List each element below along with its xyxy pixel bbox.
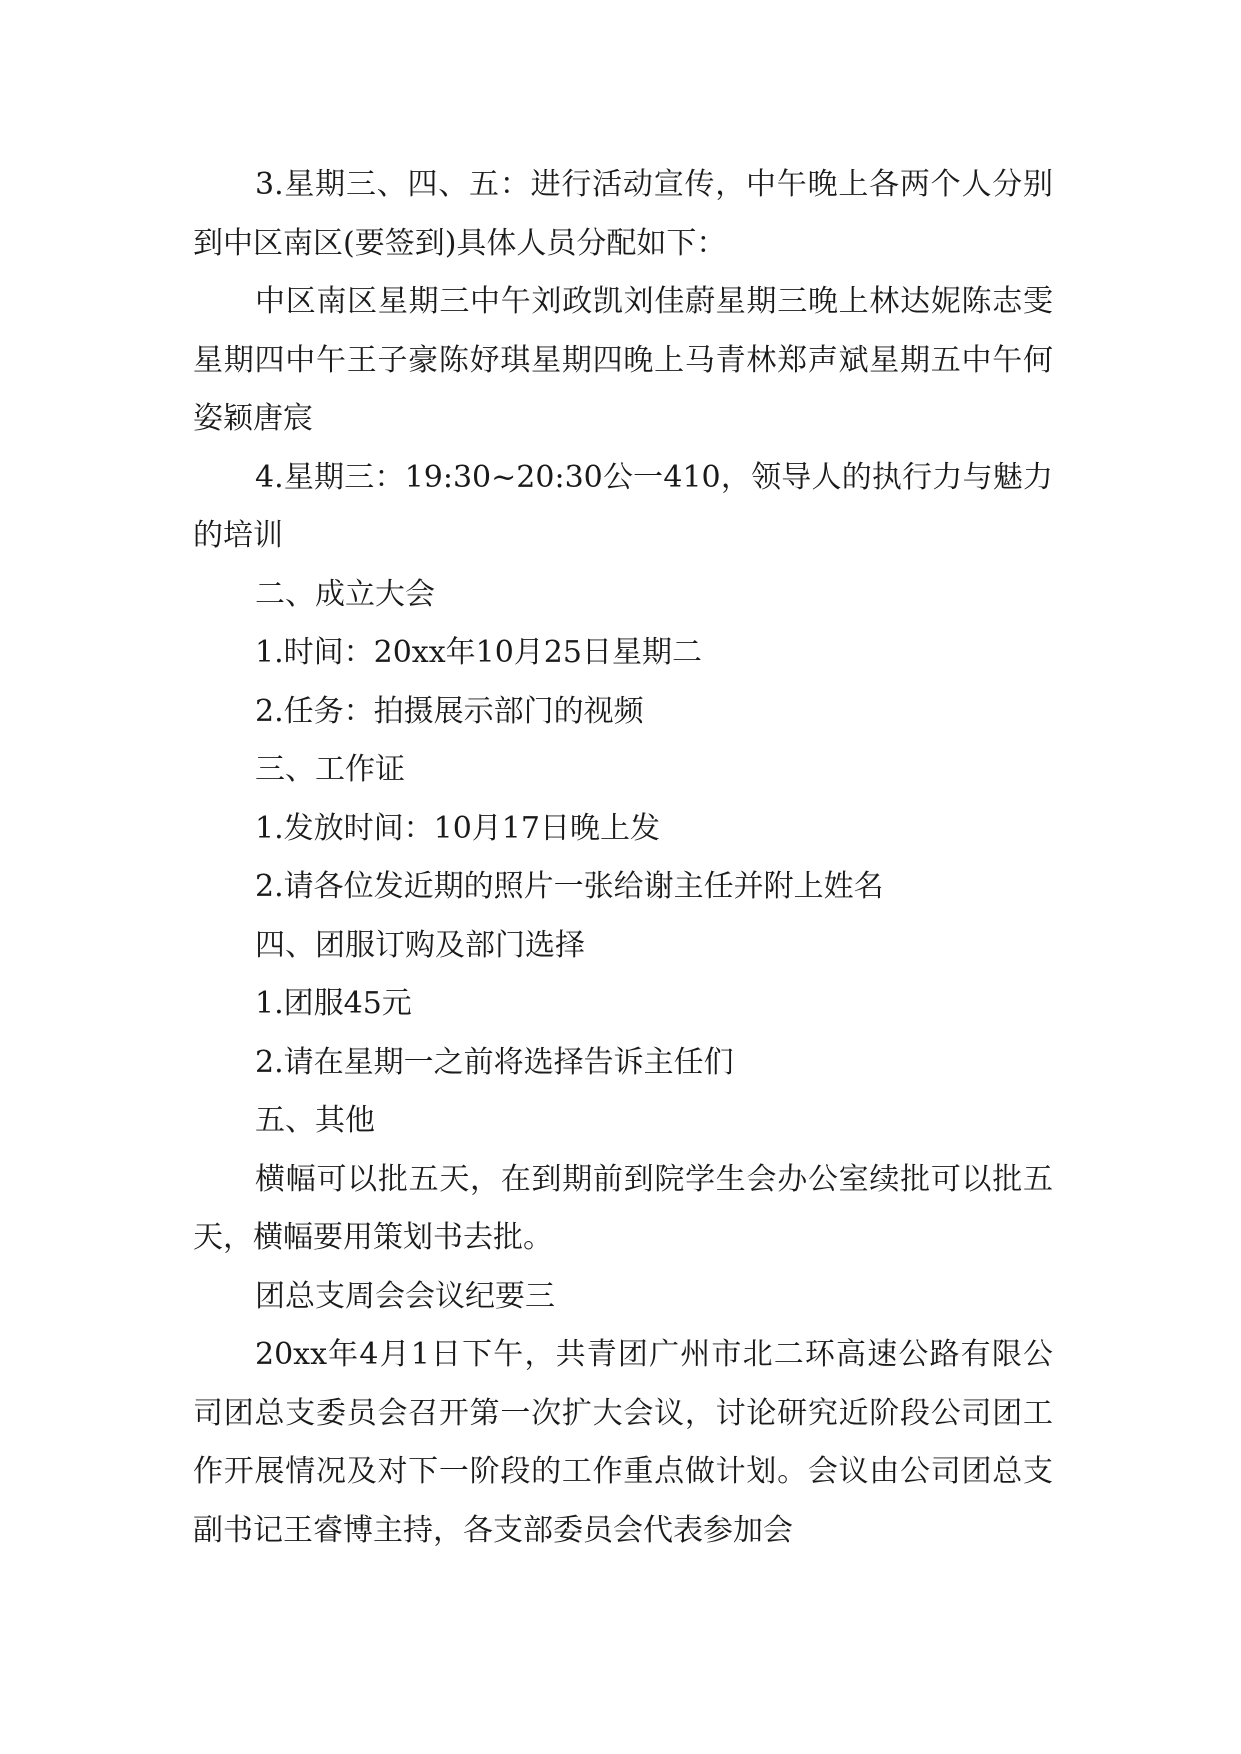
- paragraph-photo-request: 2.请各位发近期的照片一张给谢主任并附上姓名: [255, 869, 884, 904]
- paragraph-publicity-schedule: 3.星期三、四、五：进行活动宣传，中午晚上各两个人分别到中区南区(要签到)具体人员分配如下：: [193, 167, 1053, 261]
- heading-uniform-order: 四、团服订购及部门选择: [255, 927, 585, 963]
- heading-work-permit: 三、工作证: [255, 752, 405, 787]
- heading-founding-meeting: 二、成立大会: [255, 576, 435, 612]
- paragraph-issue-time: 1.发放时间：10月17日晚上发: [255, 810, 660, 846]
- heading-other: 五、其他: [255, 1103, 375, 1138]
- paragraph-banner: 横幅可以批五天，在到期前到院学生会办公室续批可以批五天，横幅要用策划书去批。: [193, 1161, 1053, 1255]
- document-body: [193, 156, 1053, 1560]
- heading-minutes-three: 团总支周会会议纪要三: [255, 1278, 555, 1314]
- paragraph-meeting-time: 1.时间：20xx年10月25日星期二: [255, 635, 702, 670]
- paragraph-department-choice: 2.请在星期一之前将选择告诉主任们: [255, 1044, 734, 1080]
- paragraph-meeting-task: 2.任务：拍摄展示部门的视频: [255, 693, 644, 729]
- paragraph-staff-assignment: 中区南区星期三中午刘政凯刘佳蔚星期三晚上林达妮陈志雯星期四中午王子豪陈妤琪星期四晚上马青林郑声斌星期五中午何姿颖唐宸: [193, 284, 1053, 436]
- paragraph-uniform-price: 1.团服45元: [255, 986, 412, 1021]
- paragraph-training: 4.星期三：19:30~20:30公一410，领导人的执行力与魅力的培训: [193, 459, 1053, 553]
- paragraph-meeting-summary: 20xx年4月1日下午，共青团广州市北二环高速公路有限公司团总支委员会召开第一次扩大会议，讨论研究近阶段公司团工作开展情况及对下一阶段的工作重点做计划。会议由公司团总支副书记王睿博主持，各支部委员会代表参加会: [193, 1337, 1053, 1548]
